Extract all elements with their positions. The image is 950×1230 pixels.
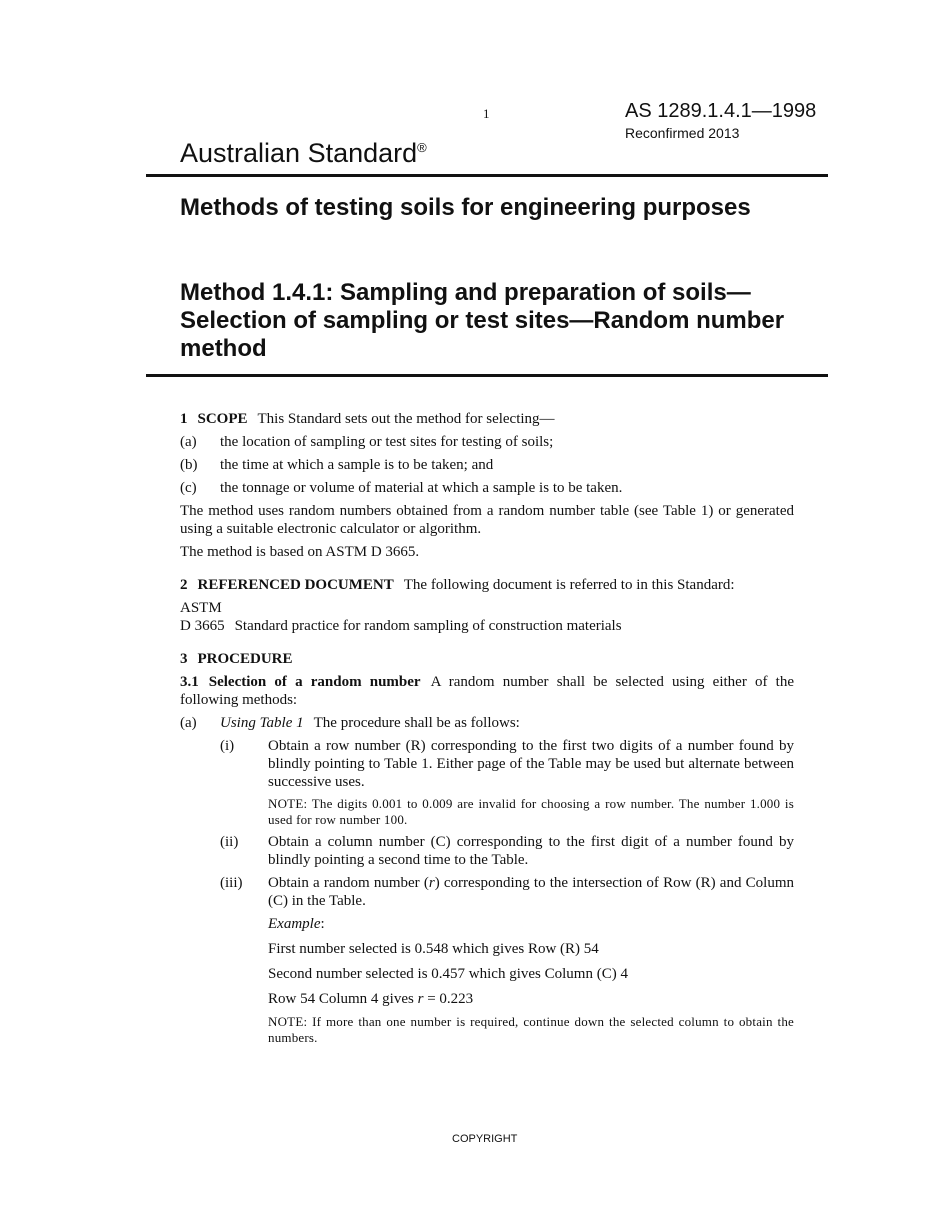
top-rule	[146, 174, 828, 177]
step-text: Obtain a row number (R) corresponding to the first two digits of a number found by blindly pointing to Table 1. Either page of the Table may be used but alternate between successive uses.	[268, 738, 794, 790]
example-text-part: = 0.223	[423, 991, 474, 1007]
note-multiple-numbers: NOTE: If more than one number is required, continue down the selected column to obtain the numbers.	[268, 1014, 794, 1045]
scope-intro: This Standard sets out the method for selecting—	[257, 411, 555, 427]
scope-heading-line	[180, 410, 794, 428]
note-row-digits: NOTE: The digits 0.001 to 0.009 are invalid for choosing a row number. The number 1.000 is used for row number 100.	[268, 796, 794, 827]
section-number: 3	[180, 651, 188, 667]
example-label-line	[180, 915, 794, 933]
method-a-text: The procedure shall be as follows:	[313, 715, 520, 731]
item-text: the tonnage or volume of material at which a sample is to be taken.	[220, 480, 623, 496]
step-item	[180, 874, 794, 910]
item-text: the time at which a sample is to be taken; and	[220, 457, 494, 473]
standard-brand	[180, 138, 427, 169]
example-text-part: Row 54 Column 4 gives	[268, 991, 418, 1007]
section-heading: PROCEDURE	[197, 651, 293, 667]
registered-mark: ®	[417, 140, 427, 155]
section-number: 2	[180, 577, 188, 593]
referenced-intro: The following document is referred to in this Standard:	[403, 577, 735, 593]
subsection-heading: Selection of a random number	[208, 674, 421, 690]
step-text	[268, 874, 794, 910]
brand-text: Australian Standard	[180, 138, 418, 168]
step-text: Obtain a column number (C) corresponding to the first digit of a number found by blindly pointing a second time to the Table.	[268, 834, 794, 868]
step-label: (iii)	[220, 875, 243, 891]
item-text: the location of sampling or test sites for testing of soils;	[220, 434, 554, 450]
reconfirmed-date: Reconfirmed 2013	[625, 125, 740, 141]
page-number: 1	[483, 106, 490, 121]
item-label: (c)	[180, 480, 197, 496]
example-colon: :	[320, 916, 325, 932]
scope-item	[180, 456, 794, 474]
referenced-document-heading-line	[180, 576, 794, 594]
subsection-text: A random number shall be selected using either of the following methods:	[180, 674, 794, 708]
step-text-part: ) corresponding to the intersection of Row (R) and Column (C) in the Table.	[268, 875, 794, 909]
variable-r: r	[428, 875, 435, 891]
step-text-part: Obtain a random number (	[268, 875, 429, 891]
step-item	[180, 737, 794, 791]
method-title: Method 1.4.1: Sampling and preparation of soils—Selection of sampling or test sites—Random number method	[180, 279, 785, 362]
example-line: First number selected is 0.548 which gives Row (R) 54	[268, 941, 599, 957]
example-label: Example	[268, 916, 321, 932]
bottom-rule	[146, 374, 828, 377]
reference-org: ASTM	[180, 600, 222, 616]
example-line: Second number selected is 0.457 which gives Column (C) 4	[268, 966, 628, 982]
example-line	[180, 990, 794, 1008]
document-body	[180, 410, 794, 1046]
method-a-heading: Using Table 1	[220, 715, 304, 731]
item-label: (b)	[180, 457, 198, 473]
reference-title: Standard practice for random sampling of construction materials	[234, 618, 622, 634]
subsection-3-1	[180, 673, 794, 709]
scope-item	[180, 479, 794, 497]
reference-entry	[180, 617, 794, 635]
reference-number: D 3665	[180, 618, 225, 634]
item-label: (a)	[180, 715, 197, 731]
method-a	[180, 714, 794, 732]
section-heading: SCOPE	[197, 411, 248, 427]
subsection-number: 3.1	[180, 674, 199, 690]
copyright-footer: COPYRIGHT	[452, 1133, 518, 1145]
item-label: (a)	[180, 434, 197, 450]
variable-r: r	[417, 991, 424, 1007]
step-item	[180, 833, 794, 869]
scope-basis: The method is based on ASTM D 3665.	[180, 544, 420, 560]
document-title: Methods of testing soils for engineering purposes	[180, 194, 751, 221]
step-label: (ii)	[220, 834, 239, 850]
scope-item	[180, 433, 794, 451]
step-label: (i)	[220, 738, 235, 754]
section-number: 1	[180, 411, 188, 427]
standard-number: AS 1289.1.4.1—1998	[625, 100, 817, 122]
section-heading: REFERENCED DOCUMENT	[197, 577, 394, 593]
scope-paragraph: The method uses random numbers obtained from a random number table (see Table 1) or generated using a suitable electronic calculator or algorithm.	[180, 503, 794, 537]
procedure-heading-line	[180, 650, 794, 668]
